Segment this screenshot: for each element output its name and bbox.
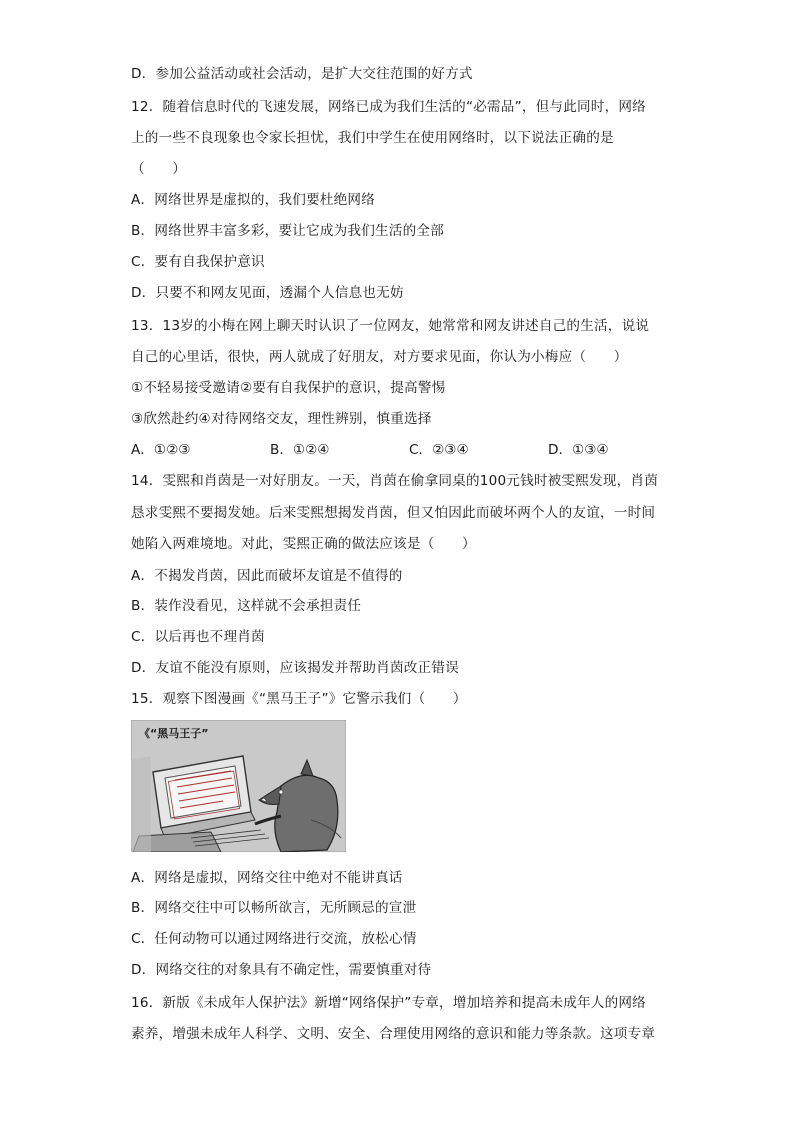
q14-option-b: B．装作没看见，这样就不会承担责任 bbox=[131, 598, 362, 614]
q14-stem-line-3: 她陷入两难境地。对此，雯熙正确的做法应该是（ ） bbox=[131, 536, 476, 552]
q12-stem-line-1: 12．随着信息时代的飞速发展，网络已成为我们生活的“必需品”，但与此同时，网络 bbox=[131, 99, 646, 115]
q14-option-a: A．不揭发肖茵，因此而破坏友谊是不值得的 bbox=[131, 568, 403, 584]
q14-stem-line-2: 恳求雯熙不要揭发她。后来雯熙想揭发肖茵，但又怕因此而破坏两个人的友谊，一时间 bbox=[131, 505, 656, 521]
q15-option-c: C．任何动物可以通过网络进行交流，放松心情 bbox=[131, 931, 417, 947]
cartoon-black-horse-prince bbox=[131, 720, 346, 852]
q16-stem-line-2: 素养，增强未成年人科学、文明、安全、合理使用网络的意识和能力等条款。这项专章 bbox=[131, 1026, 656, 1042]
q12-option-c: C．要有自我保护意识 bbox=[131, 254, 265, 270]
q14-option-c: C．以后再也不理肖茵 bbox=[131, 629, 265, 645]
q16-stem-line-1: 16．新版《未成年人保护法》新增“网络保护”专章，增加培养和提高未成年人的网络 bbox=[131, 995, 646, 1011]
q12-option-d: D．只要不和网友见面，透漏个人信息也无妨 bbox=[131, 285, 404, 301]
q14-option-d: D．友谊不能没有原则，应该揭发并帮助肖茵改正错误 bbox=[131, 660, 459, 676]
q15-stem: 15．观察下图漫画《“黑马王子”》它警示我们（ ） bbox=[131, 691, 467, 707]
cartoon-title: 《“黑马王子” bbox=[139, 727, 209, 740]
q13-option-a: A．①②③ bbox=[131, 442, 191, 458]
q11-option-d: D．参加公益活动或社会活动，是扩大交往范围的好方式 bbox=[131, 66, 473, 82]
q12-stem-line-2: 上的一些不良现象也令家长担忧，我们中学生在使用网络时，以下说法正确的是 bbox=[131, 130, 614, 146]
q12-answer-blank: （ ） bbox=[131, 161, 187, 177]
q13-option-c: C．②③④ bbox=[409, 442, 469, 458]
q13-option-b: B．①②④ bbox=[270, 442, 330, 458]
q12-option-b: B．网络世界丰富多彩，要让它成为我们生活的全部 bbox=[131, 223, 444, 239]
q15-option-a: A．网络是虚拟，网络交往中绝对不能讲真话 bbox=[131, 870, 403, 886]
q13-stem-line-1: 13．13岁的小梅在网上聊天时认识了一位网友，她常常和网友讲述自己的生活，说说 bbox=[131, 318, 650, 334]
q12-option-a: A．网络世界是虚拟的，我们要杜绝网络 bbox=[131, 192, 375, 208]
q15-option-d: D．网络交往的对象具有不确定性，需要慎重对待 bbox=[131, 962, 432, 978]
q13-stem-line-2: 自己的心里话，很快，两人就成了好朋友，对方要求见面，你认为小梅应（ ） bbox=[131, 349, 628, 365]
q15-option-b: B．网络交往中可以畅所欲言，无所顾忌的宣泄 bbox=[131, 900, 417, 916]
q13-item-line-1: ①不轻易接受邀请②要有自我保护的意识，提高警惕 bbox=[131, 380, 446, 396]
q14-stem-line-1: 14．雯熙和肖茵是一对好朋友。一天，肖茵在偷拿同桌的100元钱时被雯熙发现，肖茵 bbox=[131, 473, 659, 489]
q13-option-d: D．①③④ bbox=[548, 442, 609, 458]
q13-item-line-2: ③欣然赴约④对待网络交友，理性辨别，慎重选择 bbox=[131, 411, 432, 427]
